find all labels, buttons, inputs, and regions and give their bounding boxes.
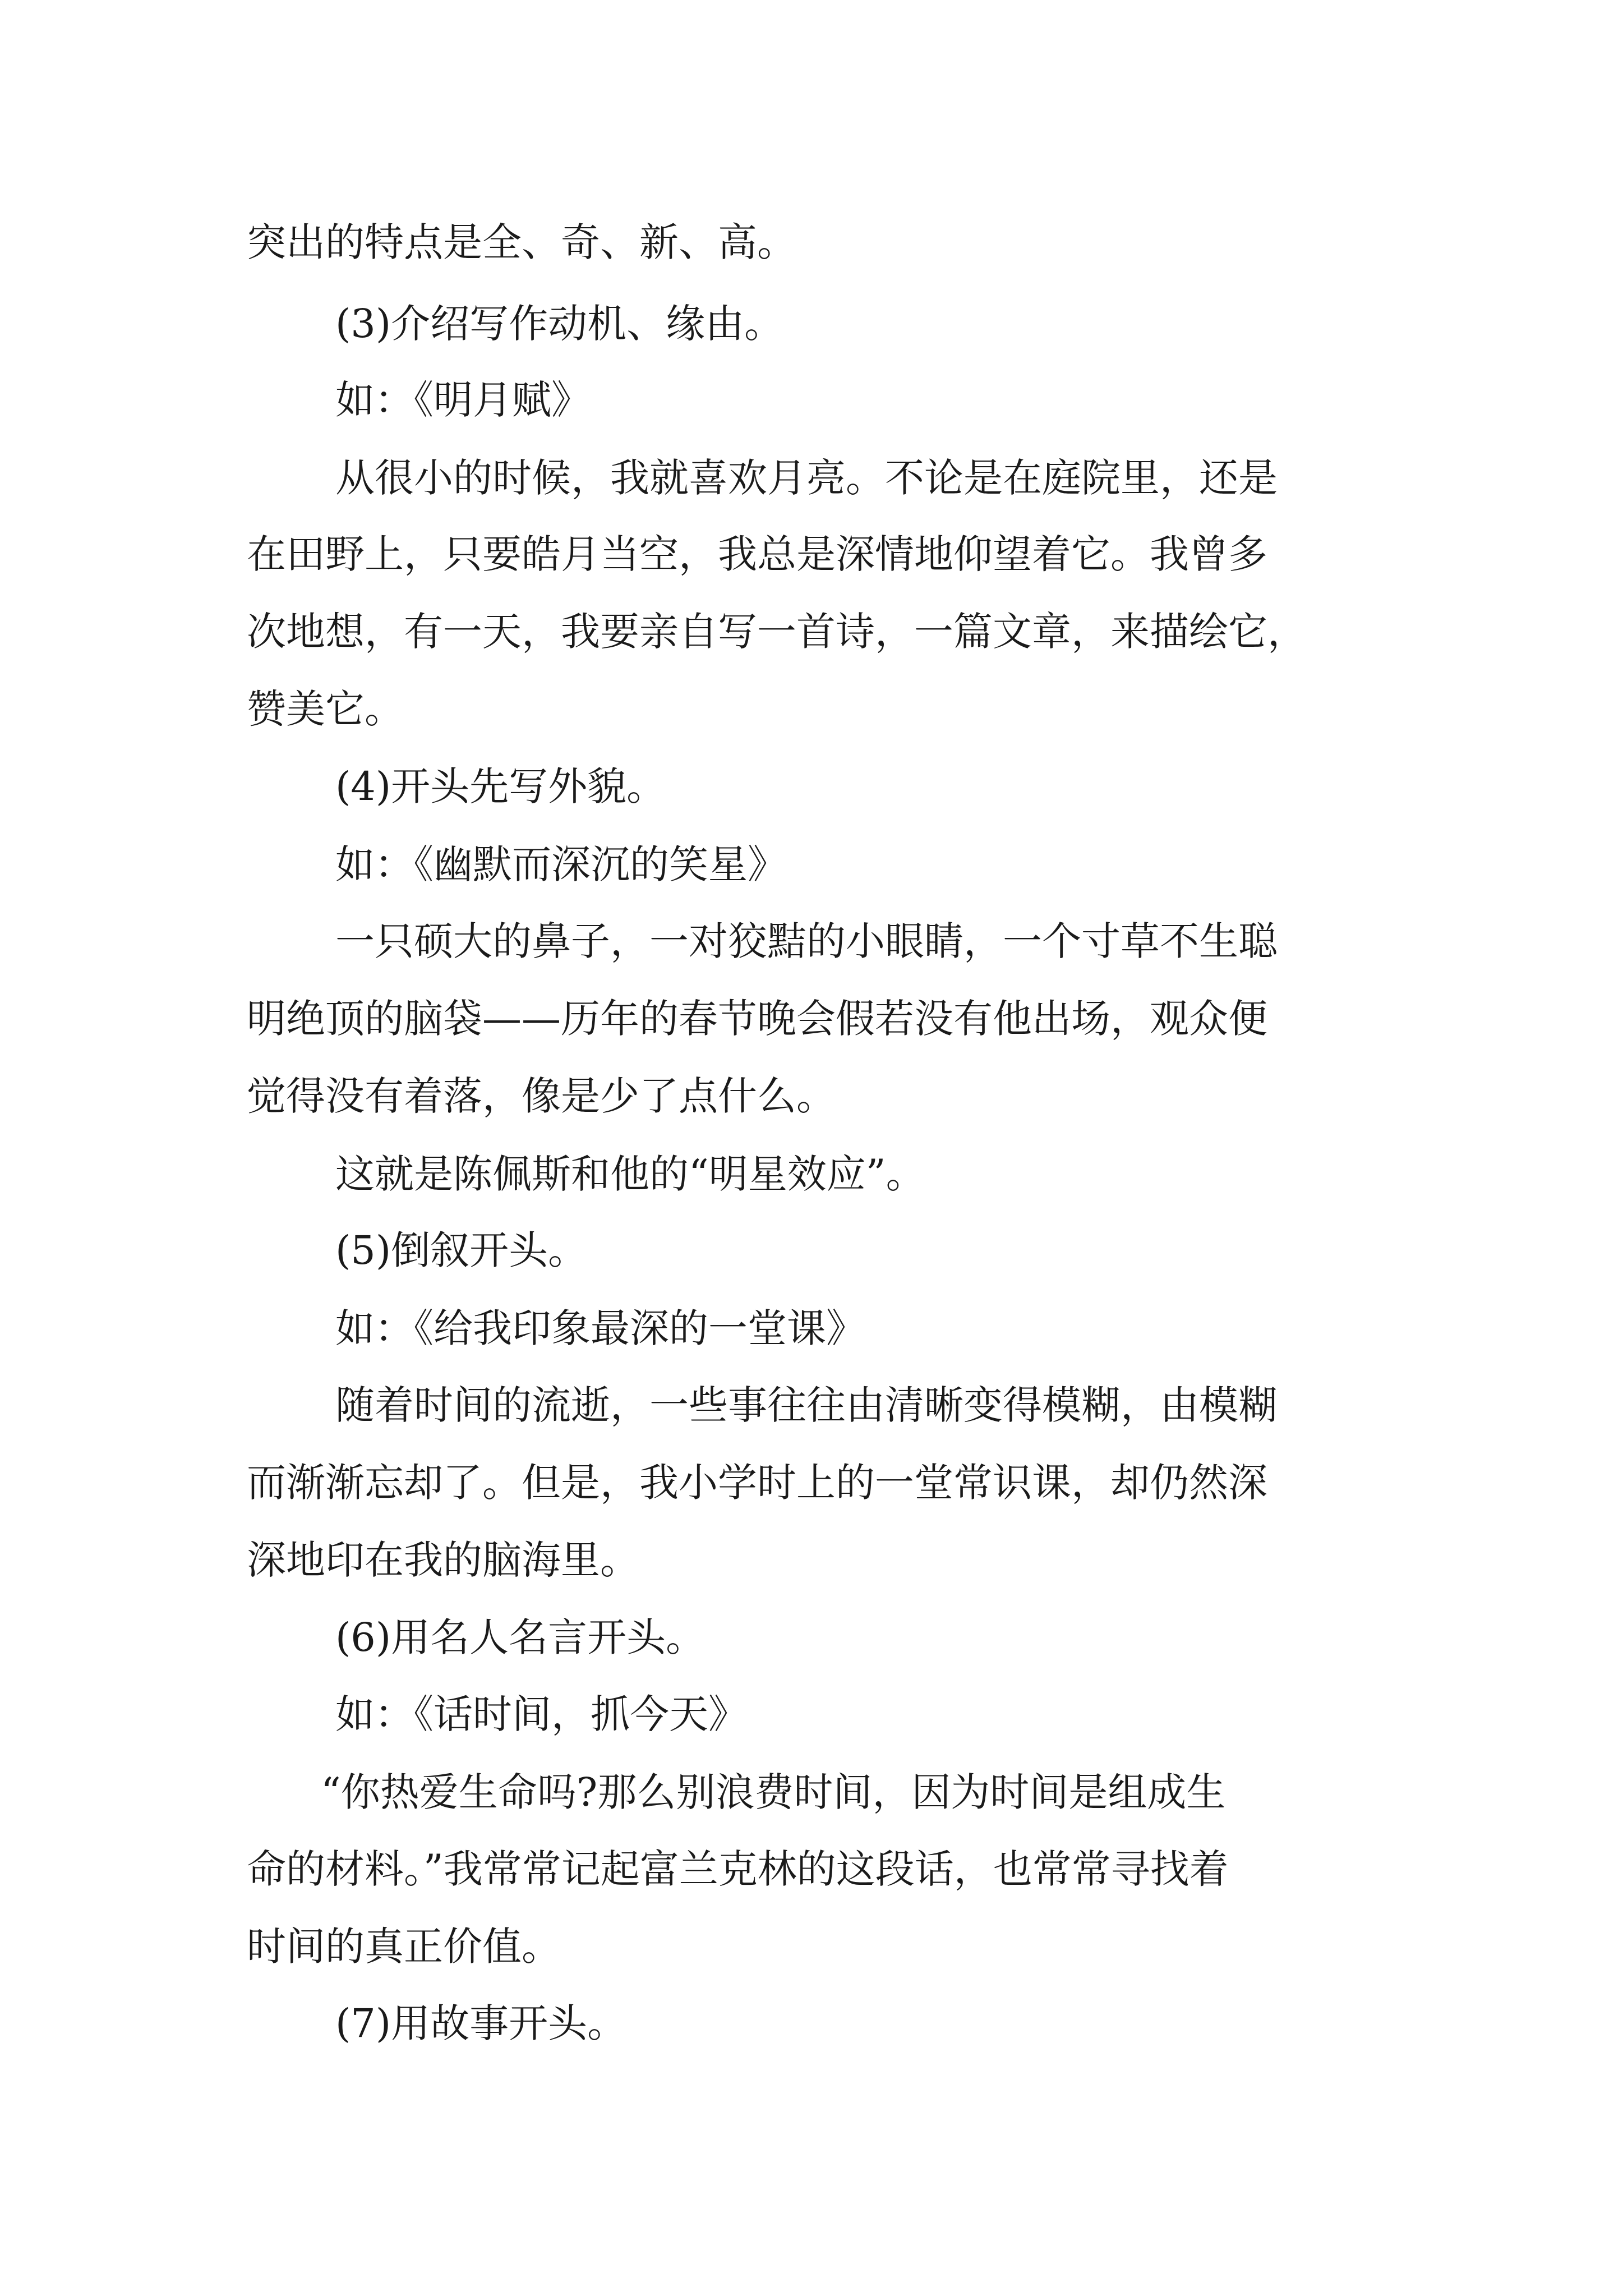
text-line: 明绝顶的脑袋——历年的春节晚会假若没有他出场，观众便 [247, 996, 1267, 1042]
example-title: 如：《明月赋》 [335, 377, 591, 423]
text-line: 赞美它。 [247, 686, 404, 732]
text-line: 次地想，有一天，我要亲自写一首诗，一篇文章，来描绘它， [247, 609, 1307, 655]
section-heading: (3)介绍写作动机、缘由。 [335, 301, 784, 347]
text-line: “你热爱生命吗?那么别浪费时间，因为时间是组成生 [321, 1769, 1226, 1815]
text-line: 时间的真正价值。 [247, 1924, 561, 1970]
section-heading: (5)倒叙开头。 [335, 1227, 588, 1273]
text-line: 在田野上，只要皓月当空，我总是深情地仰望着它。我曾多 [247, 531, 1267, 577]
example-title: 如：《话时间，抓今天》 [335, 1691, 748, 1737]
text-line: 这就是陈佩斯和他的“明星效应”。 [335, 1151, 925, 1197]
section-heading: (6)用名人名言开头。 [335, 1614, 706, 1660]
text-line: 突出的特点是全、奇、新、高。 [247, 219, 796, 265]
text-line: 而渐渐忘却了。但是，我小学时上的一堂常识课，却仍然深 [247, 1460, 1267, 1506]
text-line: 命的材料。”我常常记起富兰克林的这段话，也常常寻找着 [247, 1846, 1229, 1892]
text-line: 从很小的时候，我就喜欢月亮。不论是在庭院里，还是 [335, 455, 1278, 501]
text-line: 随着时间的流逝，一些事往往由清晰变得模糊，由模糊 [335, 1382, 1278, 1428]
example-title: 如：《给我印象最深的一堂课》 [335, 1305, 865, 1351]
section-heading: (4)开头先写外貌。 [335, 763, 666, 809]
section-heading: (7)用故事开头。 [335, 2000, 627, 2046]
text-line: 一只硕大的鼻子，一对狡黠的小眼睛，一个寸草不生聪 [335, 918, 1278, 964]
text-line: 觉得没有着落，像是少了点什么。 [247, 1073, 836, 1119]
text-line: 深地印在我的脑海里。 [247, 1537, 639, 1583]
example-title: 如：《幽默而深沉的笑星》 [335, 841, 787, 887]
